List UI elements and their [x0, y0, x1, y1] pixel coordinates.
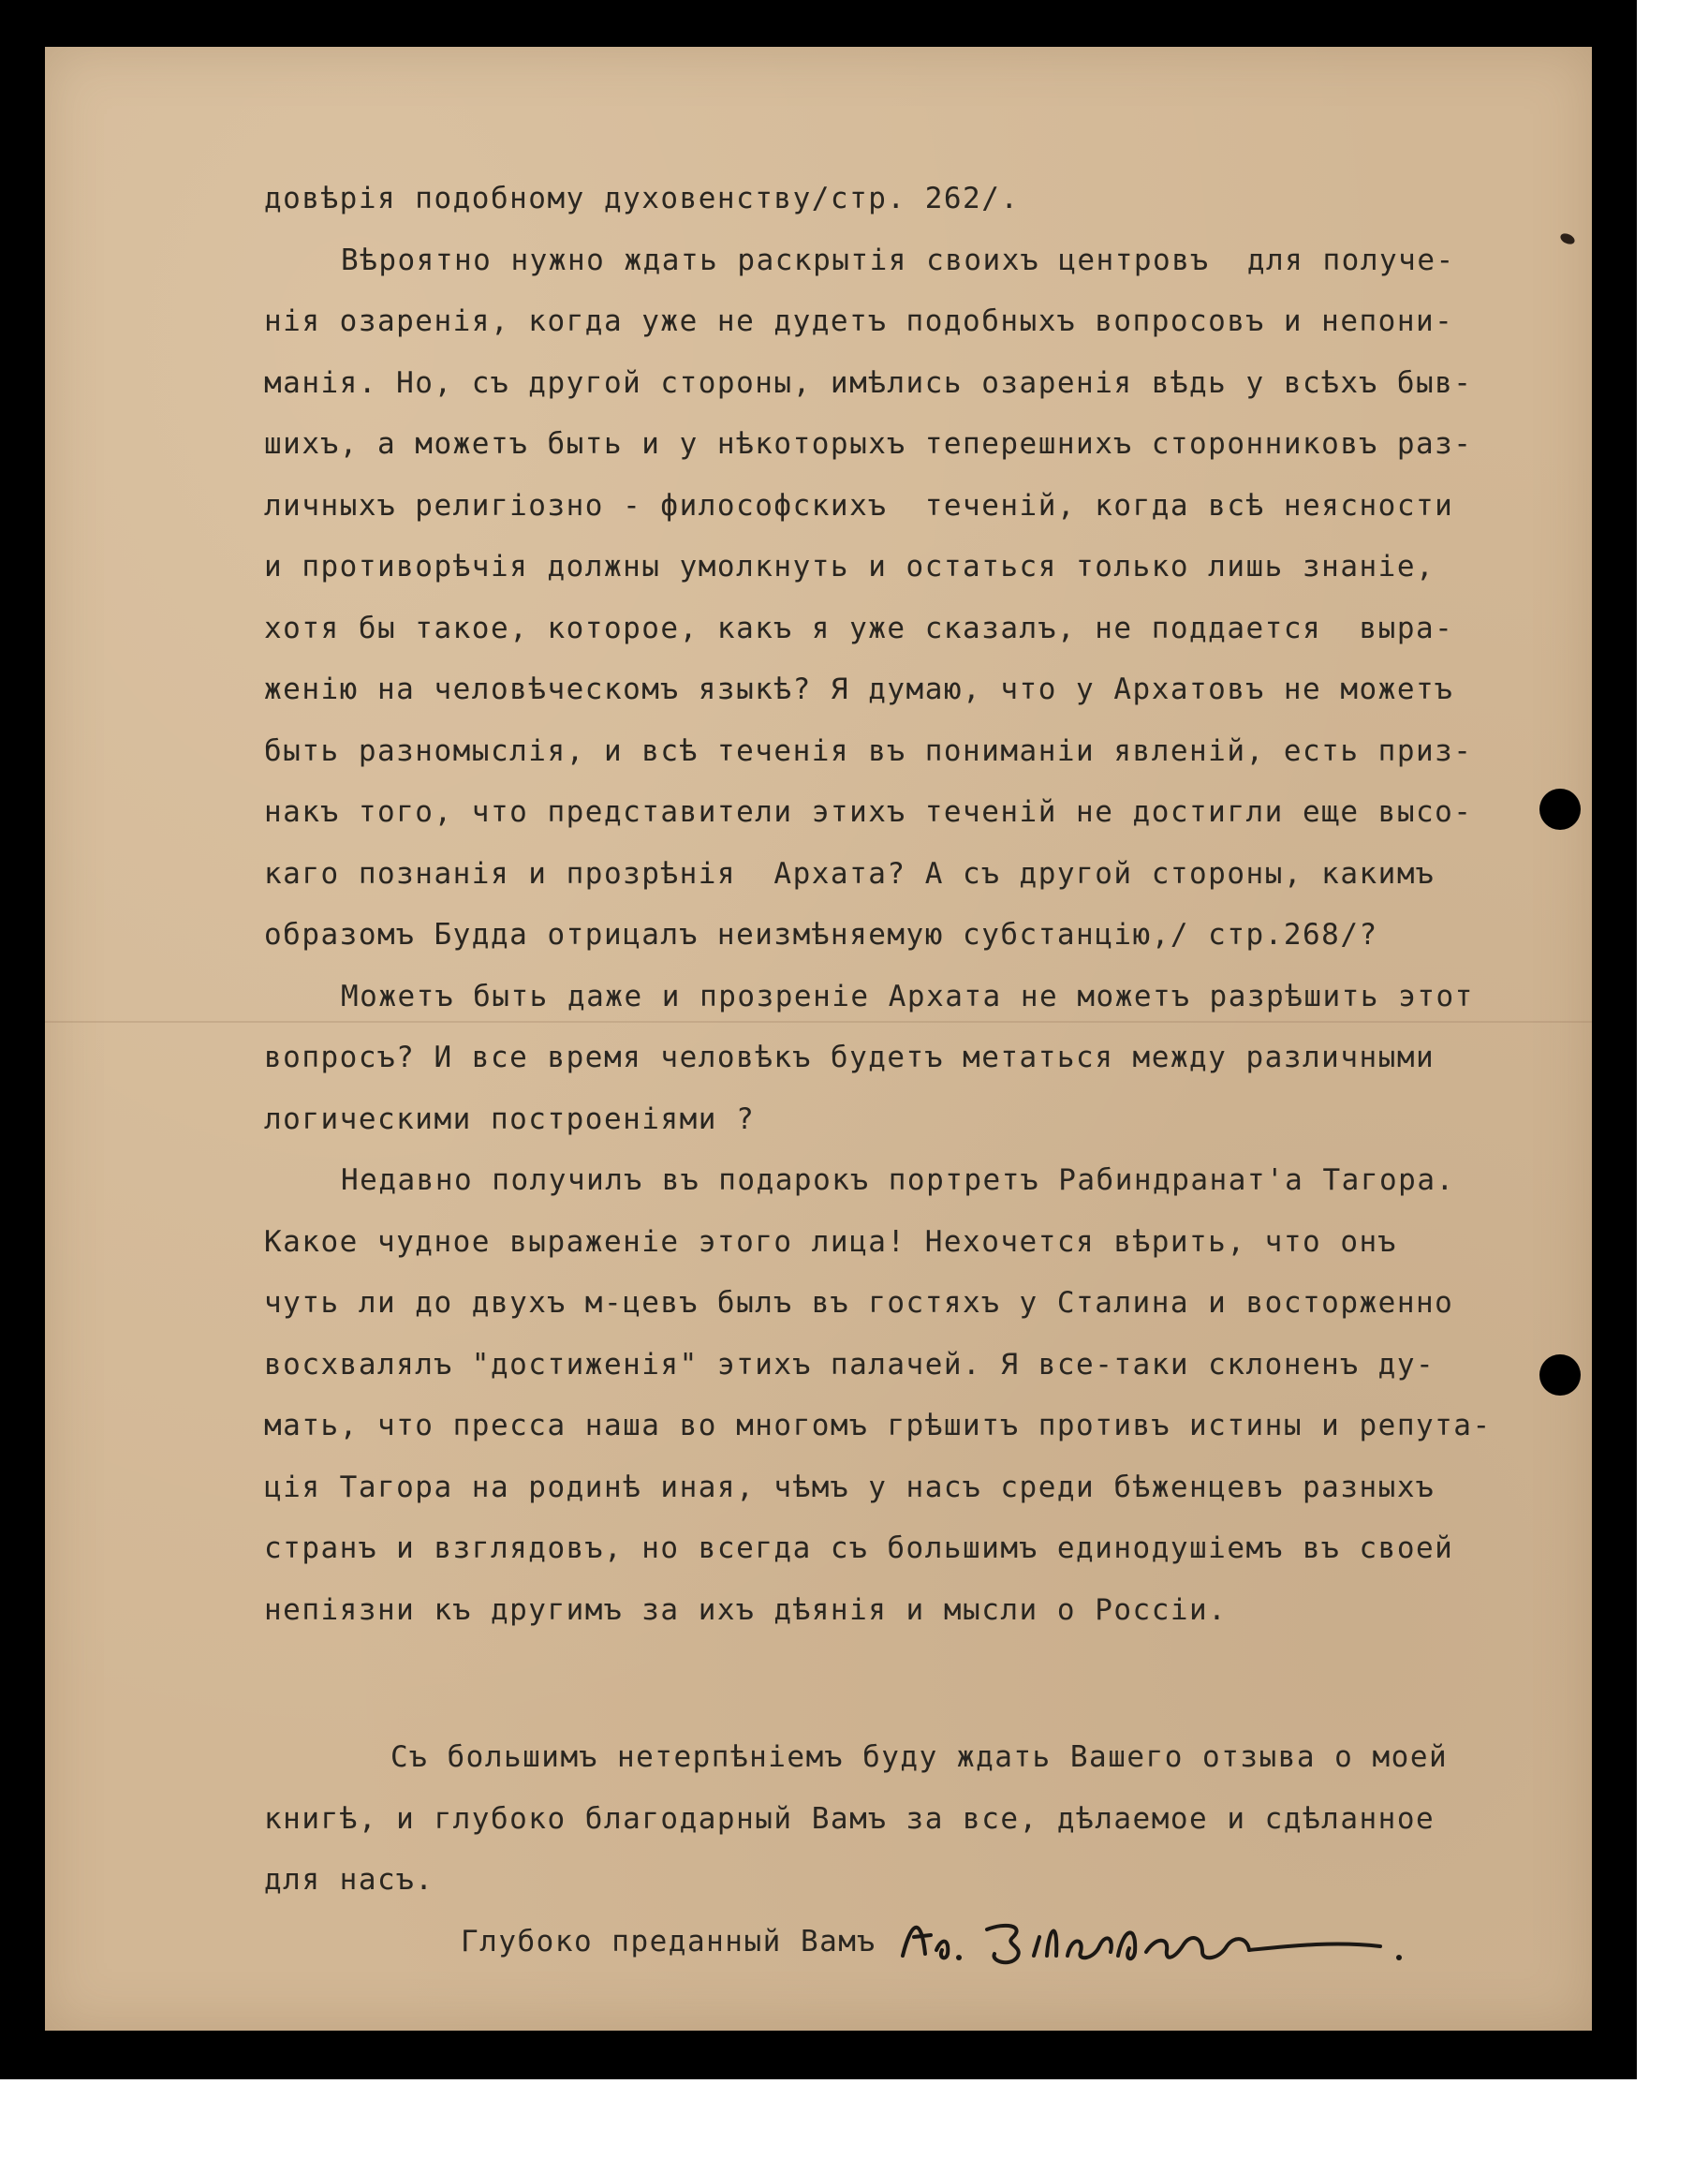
letter-text — [264, 169, 1575, 1973]
text-line: Съ большимъ нетерпѣніемъ буду ждать Вашего отзыва о моей — [390, 1740, 1449, 1774]
closing-salutation: Глубоко преданный Вамъ — [461, 1924, 876, 1958]
text-line: Недавно получилъ въ подарокъ портретъ Рабиндранат'а Тагора. — [341, 1163, 1455, 1197]
text-line: женію на человѣческомъ языкѣ? Я думаю, что у Архатовъ не можетъ — [264, 673, 1454, 706]
text-line: каго познанія и прозрѣнія Архата? А съ другой стороны, какимъ — [264, 856, 1436, 891]
text-line: Можетъ быть даже и прозреніе Архата не можетъ разрѣшить этот — [341, 979, 1474, 1013]
text-line: Вѣроятно нужно ждать раскрытія своихъ центровъ для получе- — [341, 243, 1455, 277]
text-line: чуть ли до двухъ м-цевъ былъ въ гостяхъ у Сталина и восторженно — [264, 1286, 1454, 1320]
text-line: быть разномыслія, и всѣ теченія въ пониманіи явленій, есть приз- — [264, 733, 1473, 768]
closing-row — [264, 1912, 1575, 1973]
text-line: восхвалялъ "достиженія" этихъ палачей. Я все-таки склоненъ ду- — [264, 1347, 1436, 1382]
text-line: логическими построеніями ? — [264, 1101, 756, 1136]
text-line: образомъ Будда отрицалъ неизмѣняемую субстанцію,/ стр.268/? — [264, 918, 1378, 952]
text-line: непіязни къ другимъ за ихъ дѣянія и мысли о Россіи. — [264, 1592, 1228, 1627]
text-line: книгѣ, и глубоко благодарный Вамъ за все, дѣлаемое и сдѣланное — [264, 1801, 1436, 1836]
text-line: накъ того, что представители этихъ теченій не достигли еще высо- — [264, 795, 1473, 829]
paragraph-gap — [264, 1641, 1575, 1727]
handwritten-signature — [893, 1909, 1418, 1974]
text-line: мать, что пресса наша во многомъ грѣшитъ противъ истины и репута- — [264, 1409, 1492, 1442]
text-line: ція Тагора на родинѣ иная, чѣмъ у насъ среди бѣженцевъ разныхъ — [264, 1470, 1436, 1504]
text-line: Какое чудное выраженіе этого лица! Нехочется вѣрить, что онъ — [264, 1224, 1397, 1259]
text-line: хотя бы такое, которое, какъ я уже сказалъ, не поддается выра- — [264, 611, 1454, 645]
text-line: и противорѣчія должны умолкнуть и остаться только лишь знаніе, — [264, 550, 1436, 584]
text-line: довѣрія подобному духовенству/стр. 262/. — [264, 182, 1020, 215]
text-line: странъ и взглядовъ, но всегда съ большимъ единодушіемъ въ своей — [264, 1531, 1454, 1565]
text-line: нія озаренія, когда уже не дудетъ подобныхъ вопросовъ и непони- — [264, 304, 1454, 338]
text-line: шихъ, а можетъ быть и у нѣкоторыхъ теперешнихъ сторонниковъ раз- — [264, 427, 1473, 461]
text-line: вопросъ? И все время человѣкъ будетъ метаться между различными — [264, 1041, 1436, 1074]
text-line: манія. Но, съ другой стороны, имѣлись озаренія вѣдь у всѣхъ быв- — [264, 365, 1473, 400]
text-line: для насъ. — [264, 1863, 434, 1897]
text-line: личныхъ религіозно - философскихъ теченій, когда всѣ неясности — [264, 488, 1454, 523]
